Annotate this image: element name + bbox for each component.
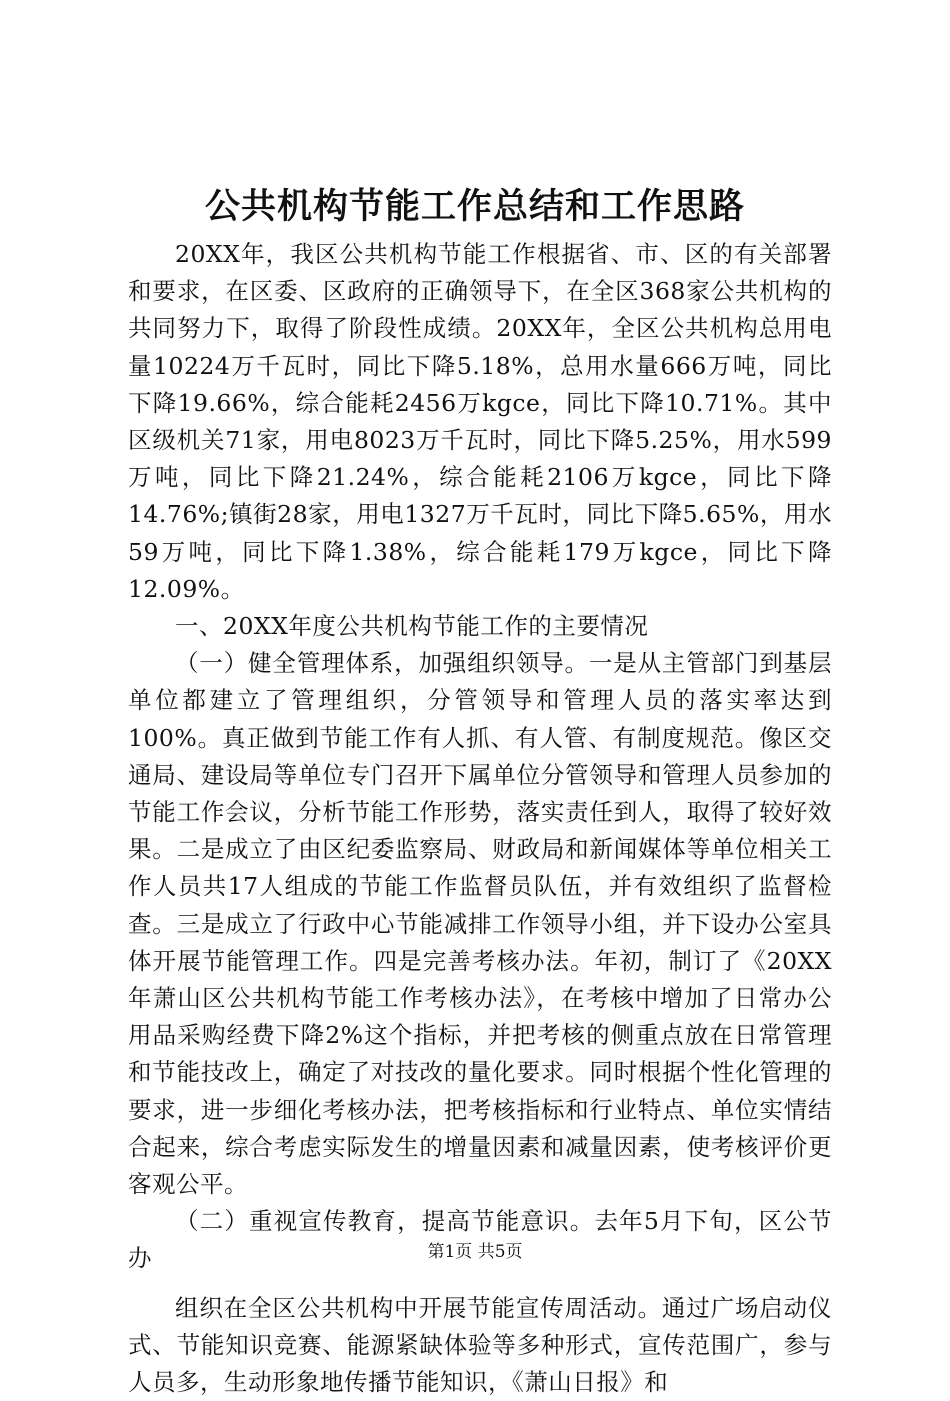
- paragraph-summary: 20XX年，我区公共机构节能工作根据省、市、区的有关部署和要求，在区委、区政府的正确领导下，在全区368家公共机构的共同努力下，取得了阶段性成绩。20XX年，全区公共机构总用电量10224万千瓦时，同比下降5.18%，总用水量666万吨，同比下降19.66%，综合能耗2456万kgce，同比下降10.71%。其中区级机关71家，用电8023万千瓦时，同比下降5.25%，用水599万吨，同比下降21.24%，综合能耗2106万kgce，同比下降14.76%;镇街28家，用电1327万千瓦时，同比下降5.65%，用水59万吨，同比下降1.38%，综合能耗179万kgce，同比下降12.09%。: [128, 240, 832, 603]
- section-heading-1: 一、20XX年度公共机构节能工作的主要情况: [175, 612, 649, 641]
- document-body: [128, 236, 832, 1401]
- page-footer: 第1页 共5页: [427, 1242, 523, 1262]
- paragraph-subsection-1: （一）健全管理体系，加强组织领导。一是从主管部门到基层单位都建立了管理组织，分管领导和管理人员的落实率达到100%。真正做到节能工作有人抓、有人管、有制度规范。像区交通局、建设局等单位专门召开下属单位分管领导和管理人员参加的节能工作会议，分析节能工作形势，落实责任到人，取得了较好效果。二是成立了由区纪委监察局、财政局和新闻媒体等单位相关工作人员共17人组成的节能工作监督员队伍，并有效组织了监督检查。三是成立了行政中心节能减排工作领导小组，并下设办公室具体开展节能管理工作。四是完善考核办法。年初，制订了《20XX年萧山区公共机构节能工作考核办法》，在考核中增加了日常办公用品采购经费下降2%这个指标，并把考核的侧重点放在日常管理和节能技改上，确定了对技改的量化要求。同时根据个性化管理的要求，进一步细化考核办法，把考核指标和行业特点、单位实情结合起来，综合考虑实际发生的增量因素和减量因素，使考核评价更客观公平。: [128, 649, 832, 1199]
- paragraph-continuation: 组织在全区公共机构中开展节能宣传周活动。通过广场启动仪式、节能知识竞赛、能源紧缺体验等多种形式，宣传范围广，参与人员多，生动形象地传播节能知识，《萧山日报》和: [128, 1293, 832, 1397]
- document-title: 公共机构节能工作总结和工作思路: [204, 187, 745, 227]
- paragraph-subsection-2: （二）重视宣传教育，提高节能意识。去年5月下旬，区公节办: [128, 1207, 832, 1273]
